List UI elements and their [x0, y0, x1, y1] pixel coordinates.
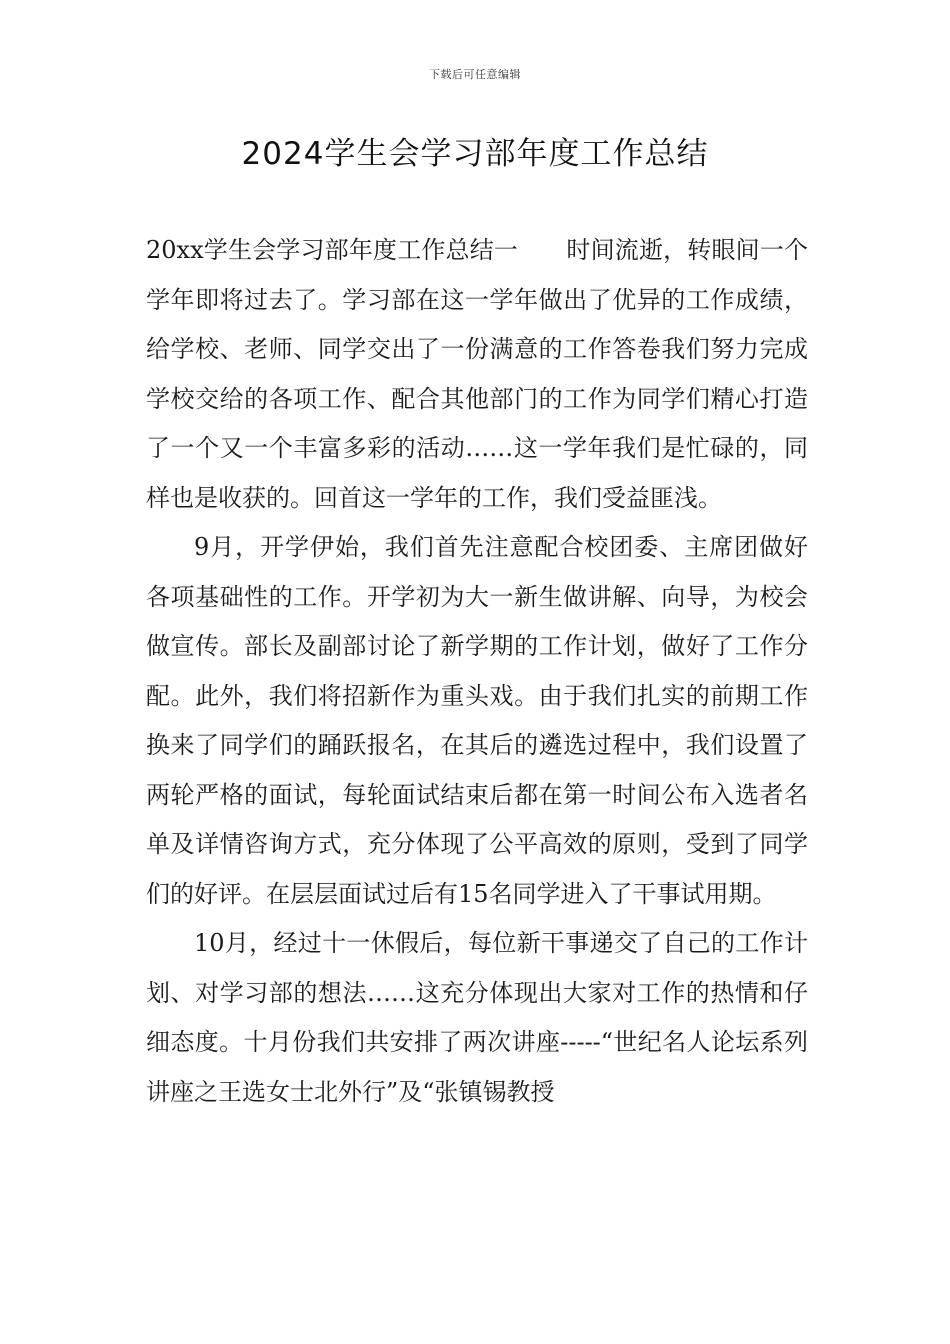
- document-body: [146, 226, 808, 1117]
- header-note: 下载后可任意编辑: [429, 68, 521, 81]
- paragraph-october: 10月，经过十一休假后，每位新干事递交了自己的工作计划、对学习部的想法……这充分体现出大家对工作的热情和仔细态度。十月份我们共安排了两次讲座-----“世纪名人论坛系列讲座之王选女士北外行”及“张镇锡教授: [146, 929, 808, 1106]
- paragraph-intro: 20xx学生会学习部年度工作总结一 时间流逝，转眼间一个学年即将过去了。学习部在这一学年做出了优异的工作成绩，给学校、老师、同学交出了一份满意的工作答卷我们努力完成学校交给的各项工作、配合其他部门的工作为同学们精心打造了一个又一个丰富多彩的活动……这一学年我们是忙碌的，同样也是收获的。回首这一学年的工作，我们受益匪浅。: [146, 236, 808, 512]
- paragraph-september: 9月，开学伊始，我们首先注意配合校团委、主席团做好各项基础性的工作。开学初为大一新生做讲解、向导，为校会做宣传。部长及副部讨论了新学期的工作计划，做好了工作分配。此外，我们将招新作为重头戏。由于我们扎实的前期工作换来了同学们的踊跃报名，在其后的遴选过程中，我们设置了两轮严格的面试，每轮面试结束后都在第一时间公布入选者名单及详情咨询方式，充分体现了公平高效的原则，受到了同学们的好评。在层层面试过后有15名同学进入了干事试用期。: [146, 533, 808, 908]
- page-title: 2024学生会学习部年度工作总结: [241, 136, 709, 172]
